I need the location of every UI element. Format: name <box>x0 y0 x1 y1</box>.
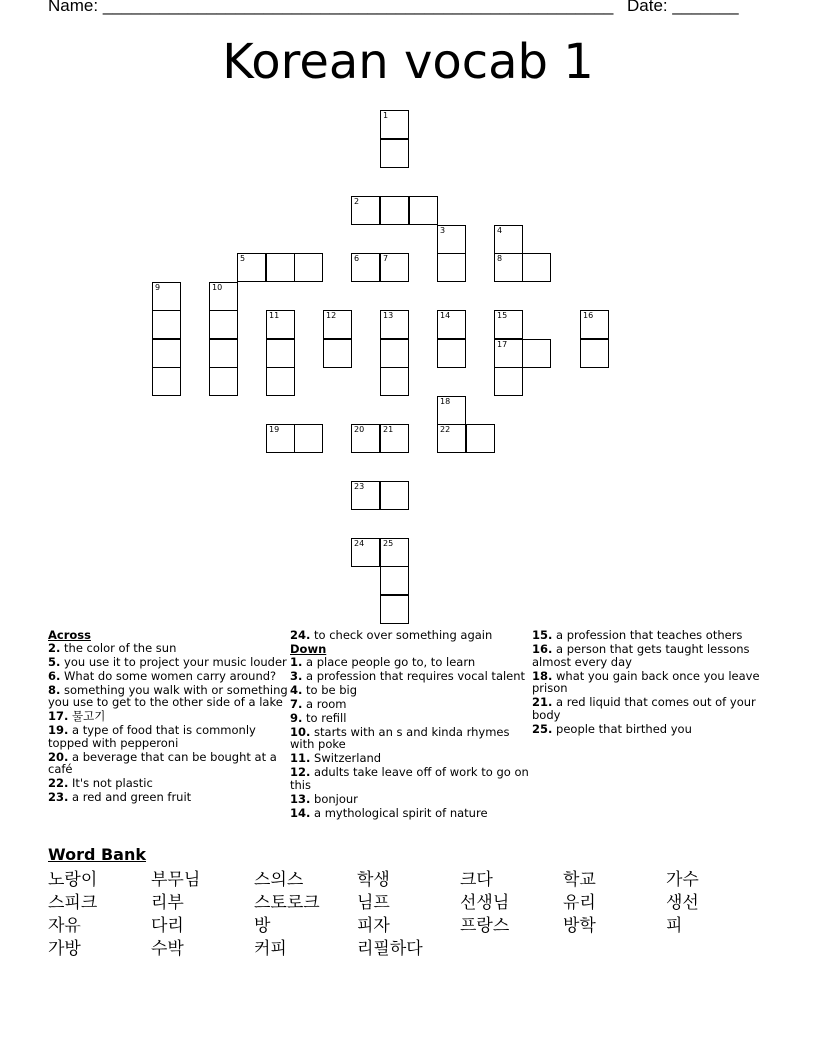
grid-cell[interactable] <box>152 282 181 311</box>
clue-number: 2 <box>354 197 360 206</box>
clue-across-8: 8. something you walk with or something you use to get to the other side of a lake <box>48 682 288 709</box>
across-heading: Across <box>48 628 91 642</box>
grid-cell[interactable] <box>380 424 409 453</box>
clue-number: 19 <box>269 425 280 434</box>
word-bank-item: 학교 <box>563 870 596 890</box>
grid-cell[interactable] <box>266 253 295 282</box>
clue-number: 12 <box>326 311 337 320</box>
word-bank-item: 피 <box>666 916 683 936</box>
grid-cell[interactable] <box>323 310 352 339</box>
grid-cell[interactable] <box>437 310 466 339</box>
grid-cell[interactable] <box>266 339 295 368</box>
clue-number: 1 <box>383 111 389 120</box>
clue-down-9: 9. to refill <box>290 710 347 725</box>
word-bank-item: 수박 <box>151 939 184 959</box>
clue-across-20: 20. a beverage that can be bought at a café <box>48 749 277 776</box>
grid-cell[interactable] <box>266 367 295 396</box>
grid-cell[interactable] <box>209 339 238 368</box>
clue-number: 14 <box>440 311 451 320</box>
word-bank-item: 부무님 <box>151 870 201 890</box>
clue-across-24: 24. to check over something again <box>290 628 493 642</box>
clue-down-12: 12. adults take leave off of work to go on this <box>290 765 529 792</box>
clue-down-14: 14. a mythological spirit of nature <box>290 805 488 820</box>
word-bank-item: 가수 <box>666 870 699 890</box>
grid-cell[interactable] <box>351 481 380 510</box>
clue-number: 11 <box>269 311 280 320</box>
clue-number: 18 <box>440 397 451 406</box>
clue-down-13: 13. bonjour <box>290 791 358 806</box>
clues-column-3 <box>532 629 772 737</box>
clue-number: 16 <box>583 311 594 320</box>
word-bank-item: 프랑스 <box>460 916 510 936</box>
clue-across-23: 23. a red and green fruit <box>48 790 192 804</box>
grid-cell[interactable] <box>209 367 238 396</box>
clue-down-25: 25. people that birthed you <box>532 721 692 736</box>
grid-cell[interactable] <box>351 424 380 453</box>
grid-cell[interactable] <box>266 310 295 339</box>
grid-cell[interactable] <box>294 253 323 282</box>
word-bank-item: 자유 <box>48 916 81 936</box>
grid-cell[interactable] <box>380 566 409 595</box>
date-line: _______ <box>672 0 739 15</box>
clue-down-18: 18. what you gain back once you leave prison <box>532 668 760 695</box>
word-bank-item: 유리 <box>563 893 596 913</box>
grid-cell[interactable] <box>409 196 438 225</box>
clues-column-1 <box>48 629 288 805</box>
clue-down-3: 3. a profession that requires vocal talent <box>290 668 526 683</box>
grid-cell[interactable] <box>380 367 409 396</box>
grid-cell[interactable] <box>580 339 609 368</box>
clue-number: 22 <box>440 425 451 434</box>
clue-across-6: 6. What do some women carry around? <box>48 668 277 683</box>
clues-column-2 <box>290 629 530 821</box>
clue-down-1: 1. a place people go to, to learn <box>290 654 476 669</box>
grid-cell[interactable] <box>580 310 609 339</box>
grid-cell[interactable] <box>494 310 523 339</box>
word-bank-item: 방 <box>254 916 271 936</box>
name-label: Name: <box>48 0 99 15</box>
grid-cell[interactable] <box>380 339 409 368</box>
clue-across-2: 2. the color of the sun <box>48 640 177 655</box>
word-bank-item: 피자 <box>357 916 390 936</box>
clue-number: 7 <box>383 254 389 263</box>
word-bank-item: 커피 <box>254 939 287 959</box>
clue-number: 6 <box>354 254 360 263</box>
clue-number: 24 <box>354 539 365 548</box>
grid-cell[interactable] <box>437 396 466 425</box>
word-bank-item: 리부 <box>151 893 184 913</box>
clue-down-10: 10. starts with an s and kinda rhymes with poke <box>290 724 510 751</box>
grid-cell[interactable] <box>380 139 409 168</box>
page-title: Korean vocab 1 <box>222 34 594 90</box>
grid-cell[interactable] <box>294 424 323 453</box>
word-bank-item: 노랑이 <box>48 870 98 890</box>
grid-cell[interactable] <box>522 253 551 282</box>
grid-cell[interactable] <box>494 225 523 254</box>
word-bank-item: 가방 <box>48 939 81 959</box>
clue-down-11: 11. Switzerland <box>290 751 382 765</box>
clue-number: 10 <box>212 283 223 292</box>
grid-cell[interactable] <box>494 367 523 396</box>
clue-number: 15 <box>497 311 508 320</box>
clue-number: 4 <box>497 226 503 235</box>
grid-cell[interactable] <box>437 225 466 254</box>
grid-cell[interactable] <box>380 595 409 624</box>
clue-down-4: 4. to be big <box>290 682 358 697</box>
date-label: Date: <box>627 0 668 15</box>
word-bank-item: 방학 <box>563 916 596 936</box>
grid-cell[interactable] <box>152 310 181 339</box>
clue-number: 9 <box>155 283 161 292</box>
word-bank-title: Word Bank <box>48 845 147 864</box>
word-bank-item: 스토로크 <box>254 893 320 913</box>
clue-across-22: 22. It's not plastic <box>48 776 153 790</box>
grid-cell[interactable] <box>437 424 466 453</box>
word-bank-item: 크다 <box>460 870 493 890</box>
clue-across-17: 17. 물고기 <box>48 709 106 723</box>
word-bank-item: 학생 <box>357 870 390 890</box>
clue-number: 17 <box>497 340 508 349</box>
clue-number: 13 <box>383 311 394 320</box>
clue-number: 23 <box>354 482 365 491</box>
name-line: ______________________________________________________ <box>102 0 614 15</box>
grid-cell[interactable] <box>237 253 266 282</box>
clue-across-5: 5. you use it to project your music louder <box>48 654 287 669</box>
grid-cell[interactable] <box>380 481 409 510</box>
grid-cell[interactable] <box>437 253 466 282</box>
grid-cell[interactable] <box>380 253 409 282</box>
clue-down-16: 16. a person that gets taught lessons almost every day <box>532 642 750 669</box>
clue-number: 5 <box>240 254 246 263</box>
word-bank-item: 스의스 <box>254 870 304 890</box>
grid-cell[interactable] <box>380 196 409 225</box>
clue-number: 3 <box>440 226 446 235</box>
grid-cell[interactable] <box>494 339 523 368</box>
grid-cell[interactable] <box>380 110 409 139</box>
grid-cell[interactable] <box>522 339 551 368</box>
grid-cell[interactable] <box>209 310 238 339</box>
clue-number: 21 <box>383 425 394 434</box>
clue-across-19: 19. a type of food that is commonly topped with pepperoni <box>48 723 256 750</box>
grid-cell[interactable] <box>351 538 380 567</box>
clue-down-15: 15. a profession that teaches others <box>532 628 743 642</box>
grid-cell[interactable] <box>266 424 295 453</box>
word-bank-item: 생선 <box>666 893 699 913</box>
clue-down-7: 7. a room <box>290 696 347 711</box>
clue-number: 20 <box>354 425 365 434</box>
grid-cell[interactable] <box>437 339 466 368</box>
grid-cell[interactable] <box>152 367 181 396</box>
clue-down-21: 21. a red liquid that comes out of your body <box>532 695 756 722</box>
word-bank-item: 스피크 <box>48 893 98 913</box>
grid-cell[interactable] <box>209 282 238 311</box>
word-bank-item: 다리 <box>151 916 184 936</box>
clue-number: 8 <box>497 254 503 263</box>
grid-cell[interactable] <box>152 339 181 368</box>
grid-cell[interactable] <box>351 196 380 225</box>
grid-cell[interactable] <box>380 310 409 339</box>
clue-number: 25 <box>383 539 394 548</box>
grid-cell[interactable] <box>466 424 495 453</box>
grid-cell[interactable] <box>494 253 523 282</box>
word-bank-item: 리필하다 <box>357 939 423 959</box>
grid-cell[interactable] <box>323 339 352 368</box>
grid-cell[interactable] <box>380 538 409 567</box>
grid-cell[interactable] <box>351 253 380 282</box>
word-bank-item: 님프 <box>357 893 390 913</box>
down-heading: Down <box>290 642 327 656</box>
word-bank-item: 선생님 <box>460 893 510 913</box>
